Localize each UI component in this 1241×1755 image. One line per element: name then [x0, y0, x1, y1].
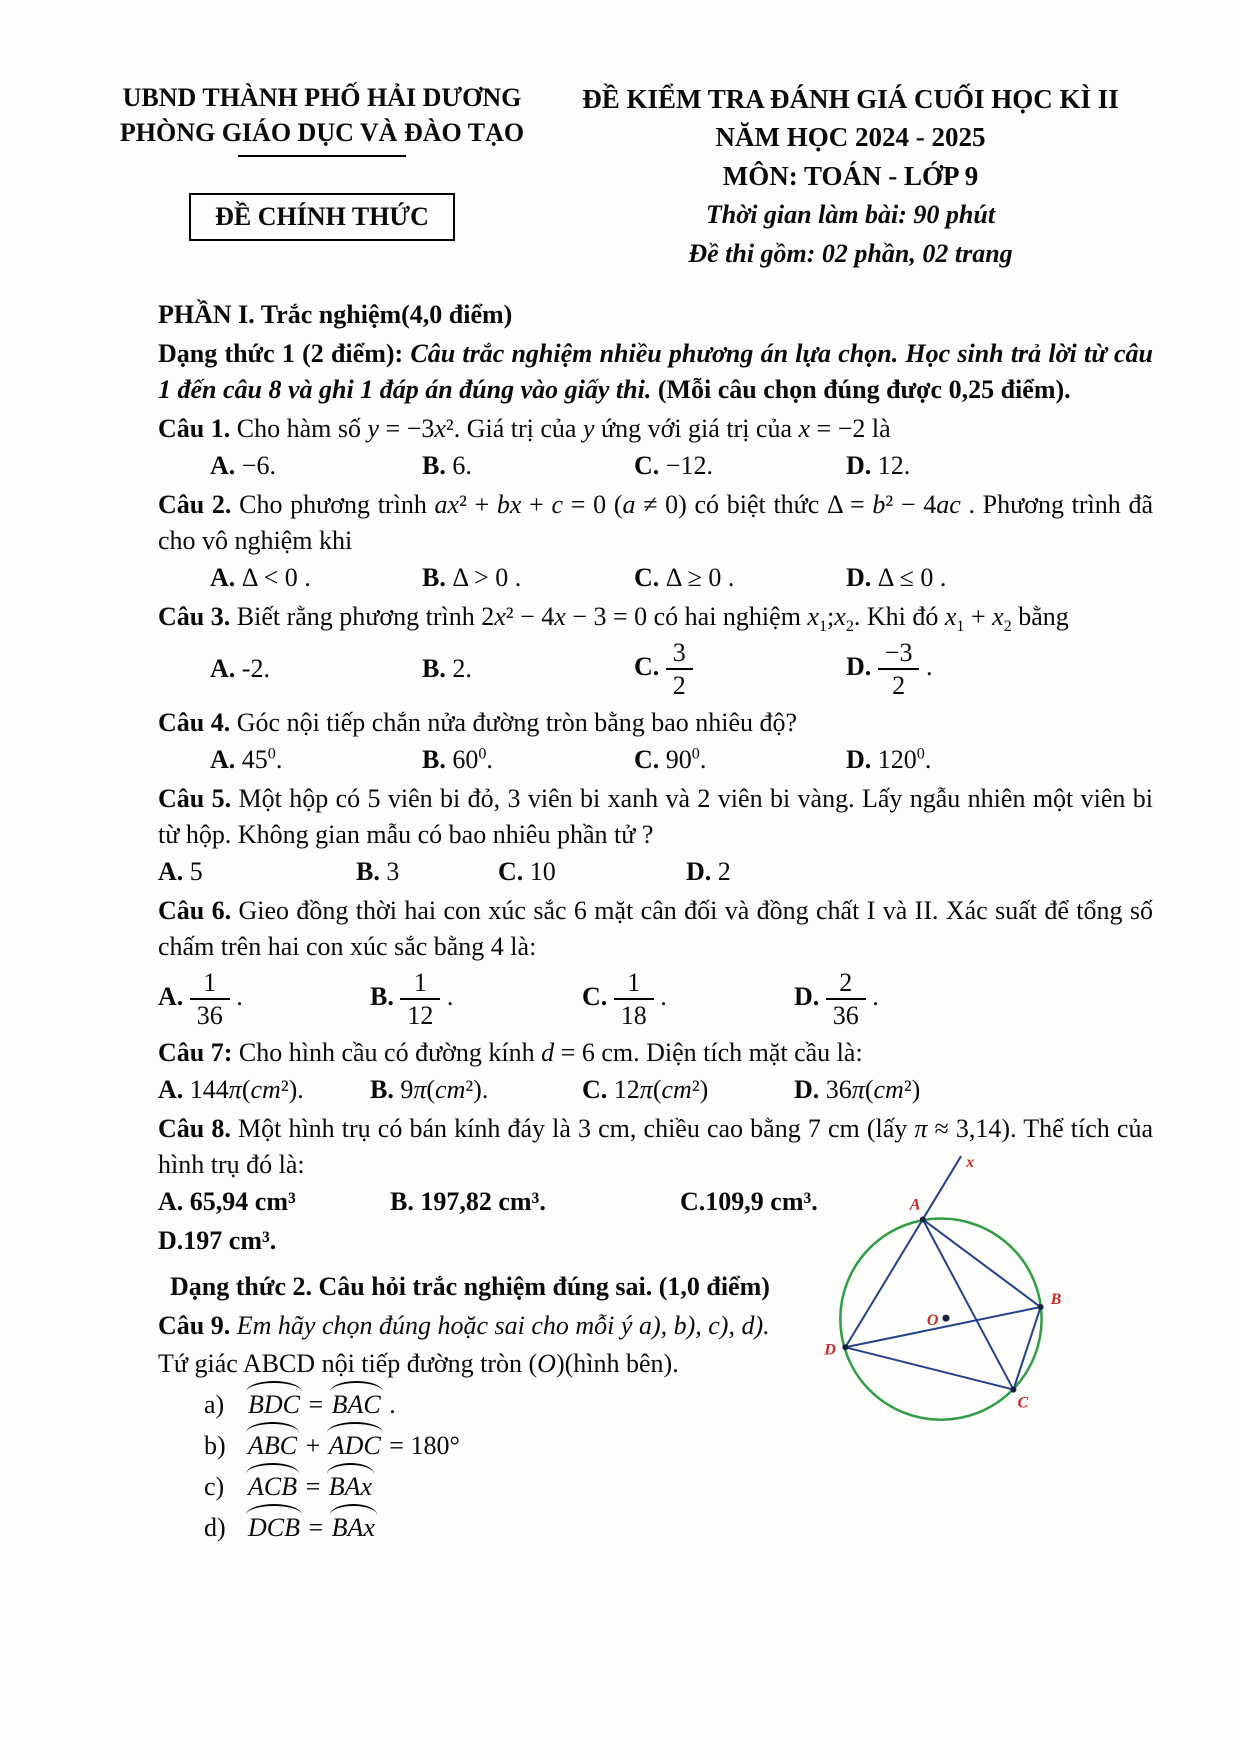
text-segment: 65,94 cm³: [189, 1187, 296, 1217]
diagonal-AC: [923, 1219, 1014, 1389]
question-4-options: [158, 742, 1153, 778]
fraction-denominator: 36: [196, 1001, 223, 1031]
q9-item-a-label: a): [204, 1390, 225, 1420]
text-segment: cm: [661, 1075, 692, 1105]
q8-option-a-label: A.: [158, 1187, 184, 1217]
point-D: [842, 1344, 848, 1350]
text-segment: y: [582, 413, 595, 443]
text-segment: x: [992, 601, 1004, 631]
q1-option-c: [634, 448, 846, 484]
q3-option-b-label: B.: [422, 654, 446, 684]
q7-option-a: [158, 1072, 370, 1108]
q7-option-a-text: 144π(cm²).: [183, 1075, 304, 1105]
fraction-numerator: 1: [400, 968, 440, 1000]
question-9-intro: Em hãy chọn đúng hoặc sai cho mỗi ý a), b), c), d).: [230, 1311, 770, 1341]
text-segment: a: [622, 489, 636, 519]
q1-option-b-label: B.: [422, 450, 446, 480]
text-segment: x: [834, 601, 846, 631]
q6-option-d: [794, 966, 1153, 1032]
text-segment: ACB: [246, 1469, 299, 1505]
fraction-numerator: 1: [190, 968, 230, 1000]
question-1-text: Cho hàm số y = −3x². Giá trị của y ứng với giá trị của x = −2 là: [230, 413, 891, 443]
q2-option-c-label: C.: [634, 562, 660, 592]
question-5: [158, 781, 1153, 853]
label-x: x: [966, 1154, 975, 1172]
q8-option-d-text: [183, 1226, 276, 1255]
q2-option-b-label: B.: [422, 562, 446, 592]
fraction: [614, 966, 654, 1032]
circle-figure-svg: [822, 1146, 1074, 1458]
q8-option-b-text: [414, 1187, 546, 1216]
q4-option-a-text: $45^0$.: [235, 745, 283, 775]
question-7-text: Cho hình cầu có đường kính d = 6 cm. Diện tích mặt cầu là:: [232, 1038, 863, 1068]
q9-item-b-label: b): [204, 1431, 226, 1461]
q2-option-b-text: Δ > 0 .: [445, 562, 522, 592]
text-segment: 197 cm³.: [183, 1226, 277, 1256]
q5-option-b-text: 3: [379, 857, 400, 887]
fraction-numerator: 1: [614, 968, 654, 1000]
question-2-options: [158, 560, 1153, 596]
q1-option-a-label: A.: [210, 450, 236, 480]
header: [96, 80, 1153, 273]
chord-CD: [845, 1347, 1013, 1389]
question-7-options: [158, 1072, 1153, 1108]
question-3-label: Câu 3.: [158, 601, 231, 631]
label-D: D: [824, 1341, 836, 1359]
exam-title-line-2: NĂM HỌC 2024 - 2025: [715, 122, 986, 153]
part1-title: PHẦN I. Trắc nghiệm(4,0 điểm): [158, 299, 513, 329]
label-B: B: [1050, 1291, 1062, 1309]
q7-option-c-label: C.: [582, 1075, 608, 1105]
question-4-text: Góc nội tiếp chắn nửa đường tròn bằng bao nhiêu độ?: [230, 708, 798, 738]
q6-option-b-label: B.: [370, 982, 394, 1012]
q1-option-a: [210, 448, 422, 484]
fraction-numerator: 3: [666, 638, 693, 670]
text-segment: 2: [845, 618, 854, 636]
q7-option-d-text: 36π(cm²): [819, 1075, 921, 1105]
question-9-label: Câu 9.: [158, 1311, 231, 1341]
q4-option-b-label: B.: [422, 745, 446, 775]
q9-item-c-text: ACB = BAx: [246, 1472, 374, 1501]
q9-item-c-label: c): [204, 1472, 225, 1502]
q6-option-c-text: $\frac{1}{18}$ .: [607, 982, 667, 1011]
q7-option-c: [582, 1072, 794, 1108]
q4-option-a-label: A.: [210, 745, 236, 775]
q6-option-a-label: A.: [158, 982, 184, 1012]
fraction: [190, 966, 230, 1032]
q1-option-b: [422, 448, 634, 484]
q3-option-c-label: C.: [634, 652, 660, 682]
text-segment: x: [798, 413, 811, 443]
text-segment: 0: [691, 745, 700, 763]
label-O: O: [926, 1312, 939, 1330]
q8-option-a: [158, 1184, 390, 1220]
question-1-options: [158, 448, 1153, 484]
text-segment: 1: [818, 618, 828, 636]
q1-option-c-text: −12.: [659, 450, 713, 480]
q4-option-c-label: C.: [634, 745, 660, 775]
q6-option-c: [582, 966, 794, 1032]
q2-option-c-text: Δ ≥ 0 .: [659, 562, 735, 592]
text-segment: 0: [267, 745, 276, 763]
point-C: [1010, 1387, 1016, 1393]
q7-option-c-text: 12π(cm²): [607, 1075, 709, 1105]
q7-option-b-label: B.: [370, 1075, 394, 1105]
text-segment: d: [541, 1038, 555, 1068]
q1-option-c-label: C.: [634, 450, 660, 480]
q1-option-b-text: 6.: [445, 450, 472, 480]
q5-option-a-text: 5: [183, 857, 203, 887]
question-9-line2: Tứ giác ABCD nội tiếp đường tròn (O)(hình bên).: [158, 1349, 679, 1379]
question-3-text: Biết rằng phương trình 2x² − 4x − 3 = 0 có hai nghiệm $x_1;x_2$. Khi đó $x_1 + x_2$ bằng: [230, 601, 1069, 636]
q2-option-b: [422, 560, 634, 596]
fraction: [400, 966, 440, 1032]
exam-title-line-1: ĐỀ KIỂM TRA ĐÁNH GIÁ CUỐI HỌC KÌ II: [582, 84, 1119, 114]
q5-option-b: [356, 854, 498, 890]
q5-option-c: [498, 854, 686, 890]
question-4-label: Câu 4.: [158, 708, 231, 738]
exam-duration: Thời gian làm bài: 90 phút: [705, 199, 996, 229]
question-1-label: Câu 1.: [158, 413, 231, 443]
fraction: [826, 966, 866, 1032]
center-point-O: [942, 1315, 949, 1322]
header-right: [548, 80, 1153, 273]
q5-option-a-label: A.: [158, 857, 184, 887]
question-5-text: Một hộp có 5 viên bi đỏ, 3 viên bi xanh và 2 viên bi vàng. Lấy ngẫu nhiên một viên bi từ hộp. Không gian mẫu có bao nhiêu phần tử ?: [158, 784, 1153, 850]
q9-item-c: [204, 1469, 1153, 1505]
question-6: [158, 893, 1153, 965]
question-1: [158, 411, 1153, 447]
fraction-denominator: 18: [620, 1001, 647, 1031]
format1-score-note: (Mỗi câu chọn đúng được 0,25 điểm).: [657, 374, 1071, 404]
text-segment: DCB: [246, 1510, 302, 1546]
q3-option-d: [846, 636, 1153, 702]
text-segment: BDC: [246, 1387, 302, 1423]
q7-option-d-label: D.: [794, 1075, 820, 1105]
question-7: [158, 1035, 1153, 1071]
text-segment: 1: [956, 618, 965, 636]
q4-option-c-text: $90^0$.: [659, 745, 707, 775]
q2-option-d-label: D.: [846, 562, 872, 592]
q6-option-d-text: $\frac{2}{36}$ .: [819, 982, 879, 1011]
fraction: [878, 636, 920, 702]
q4-option-a: [210, 742, 422, 778]
text-segment: BAC: [330, 1387, 383, 1423]
q4-option-b: [422, 742, 634, 778]
fraction-numerator: 2: [826, 968, 866, 1000]
question-2: [158, 487, 1153, 559]
text-segment: π: [639, 1075, 653, 1105]
fraction-denominator: 36: [832, 1001, 859, 1031]
q3-option-b: [422, 651, 634, 687]
q2-option-c: [634, 560, 846, 596]
label-A: A: [909, 1196, 921, 1214]
q2-option-d: [846, 560, 1153, 596]
q5-option-d: [686, 854, 1153, 890]
question-4: [158, 705, 1153, 741]
text-segment: π: [228, 1075, 242, 1105]
question-6-options: [158, 966, 1153, 1032]
circle-figure: [822, 1146, 1074, 1458]
text-segment: 2: [1003, 618, 1012, 636]
question-2-label: Câu 2.: [158, 489, 232, 519]
question-8-label: Câu 8.: [158, 1114, 231, 1144]
exam-subject-line: MÔN: TOÁN - LỚP 9: [722, 160, 979, 191]
q4-option-d-label: D.: [846, 745, 872, 775]
q9-item-d-label: d): [204, 1513, 226, 1543]
text-segment: ax: [434, 489, 460, 519]
format1-label: Dạng thức 1 (2 điểm):: [158, 338, 404, 368]
fraction-denominator: 12: [407, 1001, 434, 1031]
q3-option-c: [634, 636, 846, 702]
org-line-1: UBND THÀNH PHỐ HẢI DƯƠNG: [122, 83, 522, 112]
chords-group: [845, 1156, 1040, 1389]
q8-option-b: [390, 1184, 680, 1220]
question-6-text: Gieo đồng thời hai con xúc sắc 6 mặt cân đối và đồng chất I và II. Xác suất để tổng số chấm trên hai con xúc sắc bằng 4 là:: [158, 896, 1153, 962]
text-segment: x: [944, 601, 957, 631]
point-B: [1038, 1304, 1044, 1310]
fraction-denominator: 2: [672, 671, 686, 701]
q1-option-d-text: 12.: [871, 450, 911, 480]
q4-option-d: [846, 742, 1153, 778]
text-segment: BAx: [330, 1510, 377, 1546]
q5-option-d-text: 2: [711, 857, 731, 887]
q1-option-a-text: −6.: [235, 450, 276, 480]
chord-AB: [923, 1219, 1041, 1307]
q3-option-a-text: -2.: [235, 654, 270, 684]
q6-option-a-text: $\frac{1}{36}$ .: [183, 982, 243, 1011]
vertex-dots: [842, 1216, 1043, 1392]
q9-item-d-text: DCB = BAx: [246, 1513, 377, 1542]
text-segment: c: [551, 489, 564, 519]
q8-option-c-label: C.: [680, 1187, 706, 1217]
q6-option-b: [370, 966, 582, 1032]
q5-option-c-label: C.: [498, 857, 524, 887]
q9-item-a-text: BDC = BAC .: [246, 1390, 396, 1419]
q5-option-d-label: D.: [686, 857, 712, 887]
text-segment: 109,9 cm³.: [705, 1187, 818, 1217]
q3-option-b-text: 2.: [445, 654, 472, 684]
q3-option-a: [210, 651, 422, 687]
q2-option-a-label: A.: [210, 562, 236, 592]
q8-option-d-label: D.: [158, 1226, 184, 1256]
q5-option-b-label: B.: [356, 857, 380, 887]
question-2-text: Cho phương trình ax² + bx + c = 0 (a ≠ 0) có biệt thức Δ = b² − 4ac . Phương trình đã cho vô nghiệm khi: [158, 489, 1153, 555]
question-5-options: [158, 854, 1153, 890]
q6-option-b-text: $\frac{1}{12}$ .: [394, 982, 454, 1011]
format1-note: [158, 336, 1153, 408]
q8-option-a-text: [183, 1187, 296, 1216]
q2-option-a: [210, 560, 422, 596]
q4-option-c: [634, 742, 846, 778]
question-8-text: Một hình trụ có bán kính đáy là 3 cm, chiều cao bằng 7 cm (lấy π ≈ 3,14). Thể tích của hình trụ đó là:: [158, 1114, 1153, 1180]
q5-option-a: [158, 854, 356, 890]
fraction-denominator: 2: [892, 671, 906, 701]
q6-option-d-label: D.: [794, 982, 820, 1012]
text-segment: 197,82 cm³.: [420, 1187, 546, 1217]
exam-pages-note: Đề thi gồm: 02 phần, 02 trang: [688, 238, 1013, 268]
q7-option-b: [370, 1072, 582, 1108]
q7-option-b-text: 9π(cm²).: [393, 1075, 489, 1105]
question-3-options: [158, 636, 1153, 702]
fraction-numerator: −3: [878, 638, 920, 670]
point-A: [920, 1216, 926, 1222]
text-segment: π: [851, 1075, 865, 1105]
org-underline: [238, 155, 406, 157]
format1-description: Câu trắc nghiệm nhiều phương án lựa chọn. Học sinh trả lời từ câu 1 đến câu 8 và ghi 1 đáp án đúng vào giấy thi.: [158, 338, 1153, 404]
question-6-label: Câu 6.: [158, 896, 232, 926]
label-C: C: [1017, 1394, 1029, 1412]
org-line-2: PHÒNG GIÁO DỤC VÀ ĐÀO TẠO: [119, 118, 525, 148]
q5-option-c-text: 10: [523, 857, 556, 887]
question-3: [158, 599, 1153, 635]
text-segment: b: [872, 489, 886, 519]
q2-option-a-text: Δ < 0 .: [235, 562, 311, 592]
text-segment: 0: [916, 745, 925, 763]
text-segment: x: [494, 601, 506, 631]
question-7-label: Câu 7:: [158, 1038, 233, 1068]
text-segment: x: [807, 601, 819, 631]
text-segment: ac: [936, 489, 961, 519]
q3-option-c-text: [659, 637, 693, 701]
text-segment: cm: [435, 1075, 466, 1105]
text-segment: π: [413, 1075, 427, 1105]
header-left: [96, 80, 548, 273]
q3-option-a-label: A.: [210, 654, 236, 684]
q3-option-d-text: $\frac{-3}{2}$ .: [871, 652, 932, 681]
q7-option-d: [794, 1072, 1153, 1108]
text-segment: y: [367, 413, 380, 443]
text-segment: cm: [250, 1075, 281, 1105]
text-segment: x: [434, 413, 446, 443]
q9-item-d: [204, 1510, 1153, 1546]
fraction: [666, 636, 693, 702]
text-segment: x: [554, 601, 566, 631]
q6-option-a: [158, 966, 370, 1032]
text-segment: π: [914, 1114, 928, 1144]
text-segment: ABC: [246, 1428, 299, 1464]
question-5-label: Câu 5.: [158, 784, 232, 814]
text-segment: O: [537, 1349, 556, 1379]
q7-option-a-label: A.: [158, 1075, 184, 1105]
part2-title: Dạng thức 2. Câu hỏi trắc nghiệm đúng sai. (1,0 điểm): [170, 1272, 770, 1302]
q8-option-c-text: [705, 1187, 818, 1216]
q8-option-b-label: B.: [390, 1187, 414, 1217]
official-exam-box: ĐỀ CHÍNH THỨC: [189, 193, 455, 241]
q6-option-c-label: C.: [582, 982, 608, 1012]
q3-option-d-label: D.: [846, 652, 872, 682]
text-segment: ADC: [327, 1428, 383, 1464]
q4-option-b-text: $60^0$.: [445, 745, 493, 775]
text-segment: bx: [496, 489, 522, 519]
q1-option-d-label: D.: [846, 450, 872, 480]
text-segment: cm: [873, 1075, 904, 1105]
text-segment: 0: [478, 745, 487, 763]
q1-option-d: [846, 448, 1153, 484]
q2-option-d-text: Δ ≤ 0 .: [871, 562, 947, 592]
q4-option-d-text: $120^0$.: [871, 745, 932, 775]
q9-item-b-text: ABC + ADC = 180°: [246, 1431, 460, 1460]
diagonal-BD: [845, 1307, 1040, 1347]
text-segment: BAx: [327, 1469, 374, 1505]
